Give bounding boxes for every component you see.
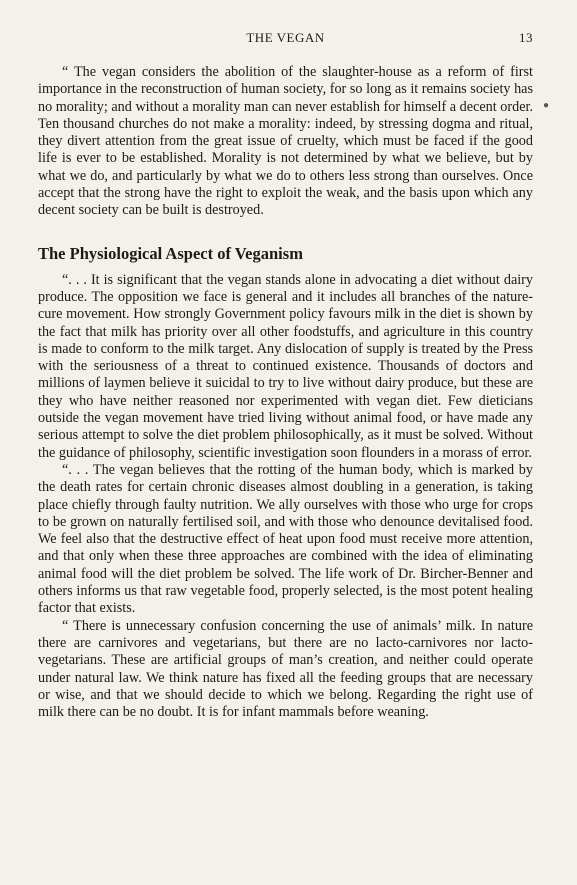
margin-dot-mark: ● (542, 100, 549, 111)
intro-paragraph: “ The vegan considers the abolition of the slaughter-house as a reform of first importance in the reconstruction of human society, for so long as it remains society has no morality; and without a morality man can never establish for himself a decent order. Ten thousand churches do not make a morality: indeed, by stressing dogma and ritual, they divert attention from the great issue of cruelty, which must be faced if the good life is ever to be established. Morality is not determined by what we believe, but by what we do, and particularly by what we do to others less strong than ourselves. Once accept that the strong have the right to exploit the weak, and the basis upon which any decent society can be built is destroyed. (38, 64, 533, 219)
section-paragraph-1: “. . . It is significant that the vegan stands alone in advocating a diet without dairy produce. The opposition we face is general and it includes all branches of the nature-cure movement. How strongly Government policy favours milk in the diet is shown by the fact that milk has priority over all other foodstuffs, and agriculture in this country is made to conform to the milk target. Any dislocation of supply is treated by the Press with the seriousness of a threat to continued existence. Thousands of doctors and millions of laymen believe it suicidal to try to live without dairy produce, but these are they who have neither reasoned nor experimented with vegan diet. Few dieticians outside the vegan movement have tried living without animal food, or have made any serious attempt to solve the diet problem philosophically, as it must be solved. Without the guidance of philosophy, scientific investigation soon flounders in a morass of error. (38, 271, 533, 461)
section-heading: The Physiological Aspect of Veganism (38, 243, 303, 263)
section-paragraph-2: “. . . The vegan believes that the rotting of the human body, which is marked by the death rates for certain chronic diseases almost doubling in a generation, is taking place chiefly through faulty nutrition. We ally ourselves with those who urge for crops to be grown on naturally fertilised soil, and with those who denounce devitalised food. We feel also that the destructive effect of heat upon food must receive more attention, and that only when these three approaches are combined with the idea of eliminating animal food will the diet problem be solved. The life work of Dr. Bircher-Benner and others informs us that raw vegetable food, properly selected, is the most potent healing factor that exists. (38, 461, 533, 617)
running-header (38, 30, 533, 50)
running-title: THE VEGAN (246, 30, 325, 45)
section-paragraph-3: “ There is unnecessary confusion concerning the use of animals’ milk. In nature there are carnivores and vegetarians, but there are no lacto-carnivores nor lacto-vegetarians. These are artificial groups of man’s creation, and neither could operate under natural law. We think nature has fixed all the feeding groups that are necessary or wise, and that we should decide to which we belong. Regarding the right use of milk there can be no doubt. It is for infant mammals before weaning. (38, 617, 533, 721)
body-text (38, 64, 533, 721)
page-number: 13 (519, 30, 533, 45)
